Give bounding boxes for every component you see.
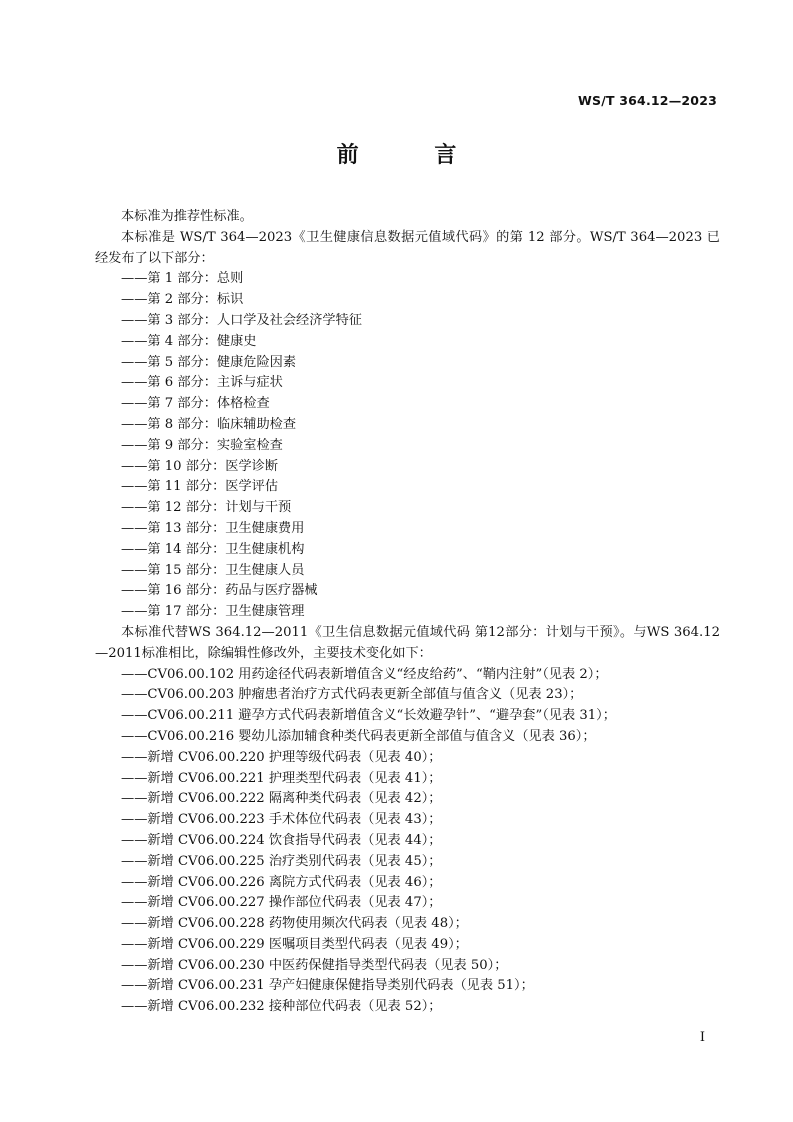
document-body xyxy=(95,207,720,1018)
parts-list xyxy=(95,269,720,623)
page-number: I xyxy=(699,1030,705,1045)
list-item: ——第 11 部分：医学评估 xyxy=(121,479,279,495)
list-item: ——新增 CV06.00.229 医嘱项目类型代码表（见表 49）； xyxy=(121,936,468,952)
list-item: ——第 16 部分：药品与医疗器械 xyxy=(121,583,318,599)
list-item: ——新增 CV06.00.224 饮食指导代码表（见表 44）； xyxy=(121,832,442,848)
document-code: WS/T 364.12—2023 xyxy=(578,93,717,108)
list-item: ——第 5 部分：健康危险因素 xyxy=(121,354,297,370)
list-item: ——第 15 部分：卫生健康人员 xyxy=(121,562,305,578)
list-item: ——第 6 部分：主诉与症状 xyxy=(121,375,283,391)
list-item: ——CV06.00.216 婴幼儿添加辅食种类代码表更新全部值与值含义（见表 36）； xyxy=(121,728,596,744)
list-item: ——新增 CV06.00.221 护理类型代码表（见表 41）； xyxy=(121,770,442,786)
list-item: ——第 3 部分：人口学及社会经济学特征 xyxy=(121,312,362,328)
list-item: ——新增 CV06.00.223 手术体位代码表（见表 43）； xyxy=(121,812,442,828)
list-item: ——新增 CV06.00.228 药物使用频次代码表（见表 48）； xyxy=(121,916,468,932)
list-item: ——第 17 部分：卫生健康管理 xyxy=(121,604,305,620)
list-item: ——第 13 部分：卫生健康费用 xyxy=(121,520,305,536)
list-item: ——新增 CV06.00.227 操作部位代码表（见表 47）； xyxy=(121,895,442,911)
intro-paragraph: 本标准是 WS/T 364—2023《卫生健康信息数据元值域代码》的第 12 部分。WS/T 364—2023 已经发布了以下部分： xyxy=(95,229,720,266)
list-item: ——第 7 部分：体格检查 xyxy=(121,396,270,412)
list-item: ——新增 CV06.00.220 护理等级代码表（见表 40）； xyxy=(121,749,442,765)
intro-paragraph: 本标准为推荐性标准。 xyxy=(121,209,253,224)
list-item: ——第 10 部分：医学诊断 xyxy=(121,458,279,474)
list-item: ——第 4 部分：健康史 xyxy=(121,333,257,349)
list-item: ——新增 CV06.00.230 中医药保健指导类型代码表（见表 50）； xyxy=(121,957,508,973)
list-item: ——新增 CV06.00.232 接种部位代码表（见表 52）； xyxy=(121,999,442,1015)
list-item: ——新增 CV06.00.226 离院方式代码表（见表 46）； xyxy=(121,874,442,890)
list-item: ——新增 CV06.00.231 孕产妇健康保健指导类别代码表（见表 51）； xyxy=(121,978,534,994)
list-item: ——CV06.00.203 肿瘤患者治疗方式代码表更新全部值与值含义（见表 23）； xyxy=(121,687,583,703)
replacement-paragraph: 本标准代替WS 364.12—2011《卫生信息数据元值域代码 第12部分：计划与干预》。与WS 364.12—2011标准相比，除编辑性修改外，主要技术变化如下： xyxy=(95,624,720,661)
list-item: ——第 9 部分：实验室检查 xyxy=(121,437,283,453)
list-item: ——CV06.00.211 避孕方式代码表新增值含义“长效避孕针”、“避孕套”（见表 31）； xyxy=(121,708,616,724)
changes-list xyxy=(95,665,720,1019)
list-item: ——第 1 部分：总则 xyxy=(121,271,244,287)
list-item: ——新增 CV06.00.225 治疗类别代码表（见表 45）； xyxy=(121,853,442,869)
list-item: ——新增 CV06.00.222 隔离种类代码表（见表 42）； xyxy=(121,791,442,807)
list-item: ——第 14 部分：卫生健康机构 xyxy=(121,541,305,557)
list-item: ——第 12 部分：计划与干预 xyxy=(121,500,292,516)
list-item: ——第 8 部分：临床辅助检查 xyxy=(121,416,297,432)
page-title: 前 言 xyxy=(336,143,491,168)
list-item: ——CV06.00.102 用药途径代码表新增值含义“经皮给药”、“鞘内注射”（见表 2）； xyxy=(121,666,608,682)
list-item: ——第 2 部分：标识 xyxy=(121,292,244,308)
